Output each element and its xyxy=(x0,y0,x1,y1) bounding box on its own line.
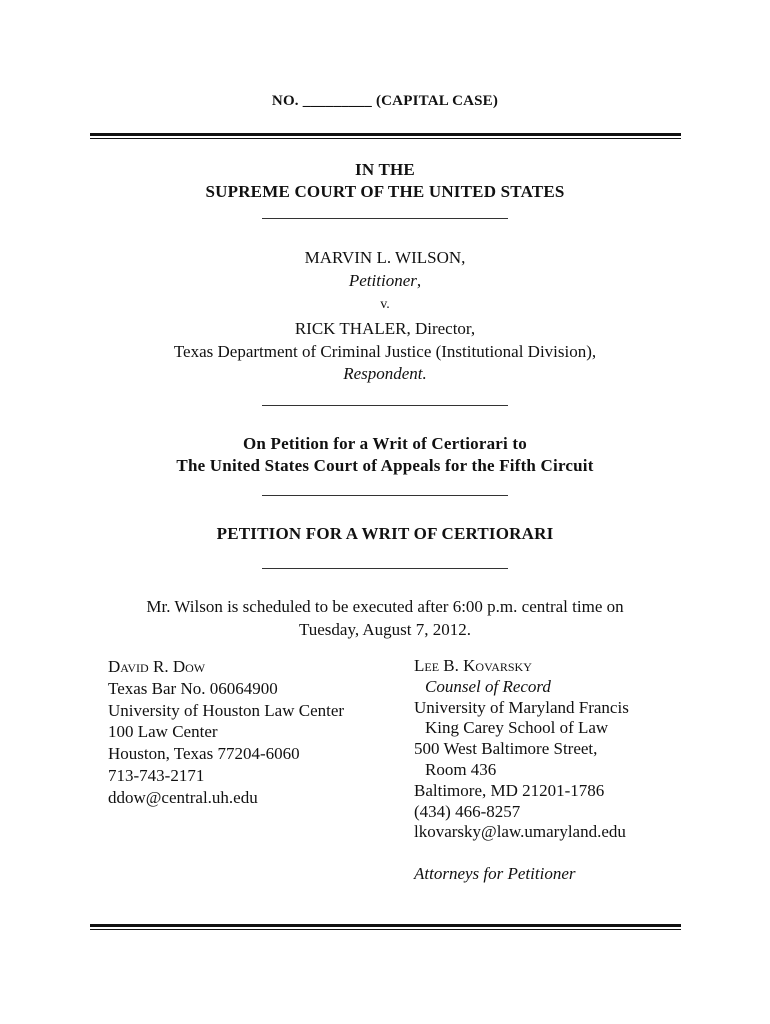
counsel-right-name: Lee B. Kovarsky xyxy=(414,656,532,675)
versus: v. xyxy=(380,297,390,312)
separator-line xyxy=(262,405,508,406)
execution-notice xyxy=(0,596,770,641)
counsel-right-phone: (434) 466-8257 xyxy=(414,801,521,821)
petition-title: PETITION FOR A WRIT OF CERTIORARI xyxy=(216,524,554,543)
counsel-right-institution-1: University of Maryland Francis xyxy=(414,697,629,717)
counsel-right-address-1: 500 West Baltimore Street, xyxy=(414,739,598,759)
counsel-left-address-2: Houston, Texas 77204-6060 xyxy=(108,744,300,764)
petitioner-name: MARVIN L. WILSON, xyxy=(304,248,466,267)
bottom-double-rule xyxy=(90,924,681,930)
counsel-right-block xyxy=(414,656,629,885)
counsel-right-institution-2: King Carey School of Law xyxy=(425,718,609,738)
petitioner-role-suffix: , xyxy=(416,270,422,290)
court-caption xyxy=(0,159,770,203)
petition-on-line-1: On Petition for a Writ of Certiorari to xyxy=(243,434,527,453)
top-double-rule xyxy=(90,133,681,139)
attorneys-for: Attorneys for Petitioner xyxy=(414,864,576,884)
petitioner-role: Petitioner xyxy=(348,270,417,290)
counsel-left-name: David R. Dow xyxy=(108,657,206,676)
separator-line xyxy=(262,568,508,569)
counsel-right-address-3: Baltimore, MD 21201-1786 xyxy=(414,780,605,800)
spacer xyxy=(414,843,629,864)
counsel-right-address-2: Room 436 xyxy=(425,759,497,779)
respondent-name: RICK THALER, Director, xyxy=(294,319,476,338)
court-line-2: SUPREME COURT OF THE UNITED STATES xyxy=(205,182,565,201)
counsel-left-block xyxy=(108,656,344,809)
counsel-right-email: lkovarsky@law.umaryland.edu xyxy=(414,822,626,842)
counsel-left-email: ddow@central.uh.edu xyxy=(108,787,258,807)
execution-notice-line-1: Mr. Wilson is scheduled to be executed after 6:00 p.m. central time on xyxy=(146,597,624,616)
respondent-agency: Texas Department of Criminal Justice (Institutional Division), xyxy=(173,341,597,361)
execution-notice-line-2: Tuesday, August 7, 2012. xyxy=(298,619,472,639)
petition-on-caption xyxy=(0,433,770,477)
parties-block xyxy=(0,247,770,386)
separator-line xyxy=(262,495,508,496)
counsel-left-phone: 713-743-2171 xyxy=(108,765,205,785)
respondent-role: Respondent. xyxy=(343,364,427,383)
court-line-1: IN THE xyxy=(355,160,415,179)
petition-on-line-2: The United States Court of Appeals for the Fifth Circuit xyxy=(176,456,594,475)
counsel-right-role: Counsel of Record xyxy=(425,676,551,696)
counsel-left-address-1: 100 Law Center xyxy=(108,722,218,742)
petitioner-role-line xyxy=(0,270,770,293)
separator-line xyxy=(262,218,508,219)
counsel-left-bar-no: Texas Bar No. 06064900 xyxy=(108,678,278,698)
case-number: NO. _________ (CAPITAL CASE) xyxy=(271,93,499,109)
counsel-left-institution: University of Houston Law Center xyxy=(108,700,345,720)
